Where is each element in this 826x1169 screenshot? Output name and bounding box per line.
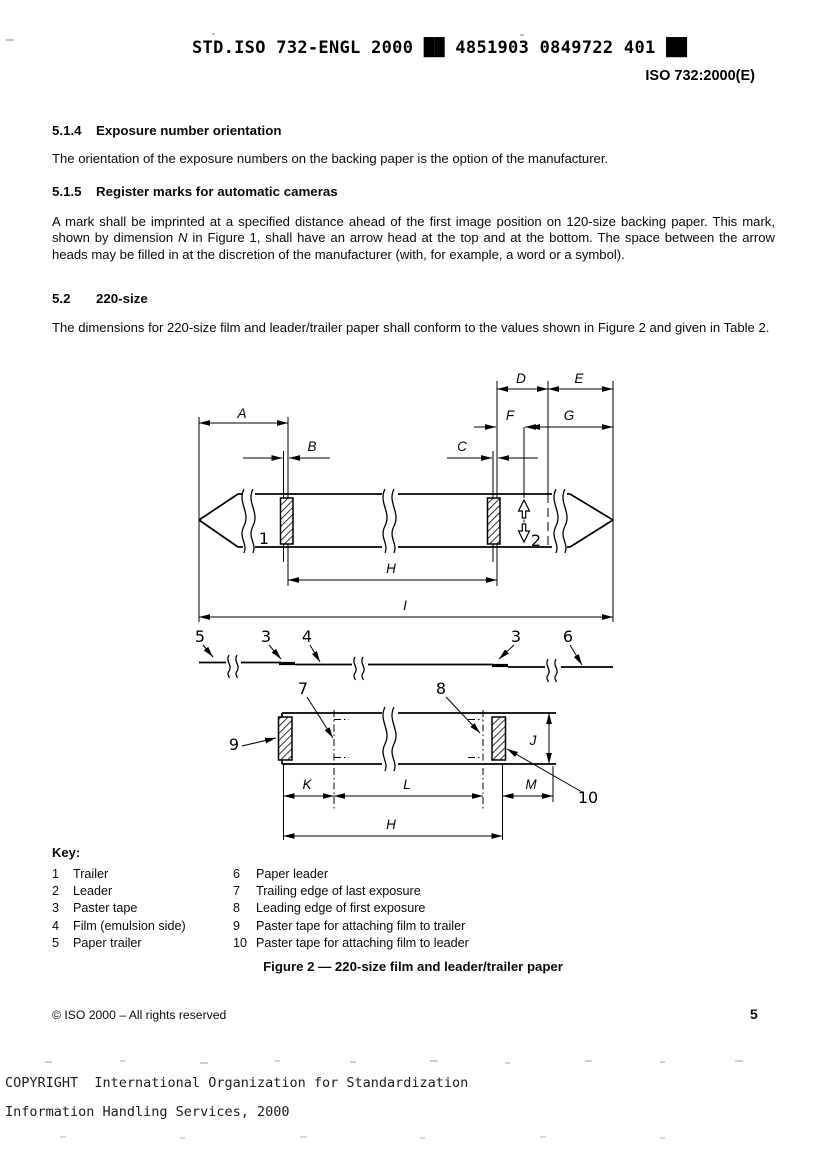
section-title: Register marks for automatic cameras (96, 184, 338, 199)
register-mark-down-arrow (519, 524, 530, 542)
key-item-number: 10 (233, 935, 248, 950)
section-heading-5-1-5 (52, 184, 338, 199)
scan-artifact (275, 1060, 280, 1062)
figure-2-diagram (185, 360, 635, 840)
key-item-text: Leader (73, 884, 113, 899)
break-squiggle (354, 657, 356, 680)
dimension-variable-n: N (178, 230, 188, 246)
section-title: 220-size (96, 291, 148, 306)
dim-label-h2: H (386, 817, 396, 832)
side-view-line (199, 655, 613, 682)
dim-label-k: K (302, 777, 312, 792)
dimension-labels-top (236, 371, 584, 613)
scan-artifact (45, 1061, 52, 1063)
dim-label-j: J (529, 733, 537, 748)
scan-artifact (660, 1061, 665, 1063)
paragraph-5-1-5 (52, 214, 775, 263)
scan-artifact (585, 1060, 592, 1062)
copyright-notice: © ISO 2000 – All rights reserved (52, 1008, 227, 1022)
break-squiggle (242, 489, 246, 553)
dim-label-l: L (403, 777, 411, 792)
key-item (233, 900, 469, 917)
break-squiggle (563, 489, 567, 553)
break-squiggle (392, 707, 396, 771)
scan-header-code: STD.ISO 732-ENGL 2000 ██ 4851903 0849722 401 ██ (192, 38, 688, 58)
key-item (233, 866, 469, 883)
scan-footer-line-2: Information Handling Services, 2000 (5, 1104, 290, 1120)
key-item (52, 900, 186, 917)
key-item-number: 7 (233, 884, 241, 899)
paster-tape-film-leader (492, 717, 506, 760)
key-item (233, 883, 469, 900)
key-item-text: Trailing edge of last exposure (256, 884, 421, 899)
key-heading: Key: (52, 845, 81, 860)
scan-footer-line-1: COPYRIGHT International Organization for Standardization (5, 1075, 469, 1091)
callout-8: 8 (435, 679, 447, 698)
key-item-number: 3 (52, 901, 60, 916)
section-number: 5.2 (52, 291, 71, 306)
key-item-text: Paster tape (73, 901, 138, 916)
scan-speck (520, 34, 524, 36)
break-squiggle (236, 655, 238, 678)
dim-label-d: D (516, 371, 526, 386)
key-item (52, 866, 186, 883)
key-item-text: Trailer (73, 867, 109, 881)
film-strip-detail (279, 707, 557, 809)
callout-5: 5 (194, 627, 206, 646)
register-mark-up-arrow (519, 500, 530, 518)
key-item-number: 4 (52, 918, 60, 933)
callout-1: 1 (258, 529, 270, 548)
key-item-number: 9 (233, 918, 241, 933)
scan-artifact (505, 1062, 510, 1064)
scan-artifact (660, 1137, 665, 1139)
break-squiggle (383, 489, 387, 553)
key-item-number: 6 (233, 867, 241, 881)
callout-3b: 3 (510, 627, 522, 646)
paragraph-5-1-4: The orientation of the exposure numbers on the backing paper is the option of the manufacturer. (52, 151, 609, 166)
callout-2: 2 (530, 531, 542, 550)
break-squiggle (555, 659, 557, 682)
paragraph-5-2: The dimensions for 220-size film and leader/trailer paper shall conform to the values shown in Figure 2 and given in Table 2. (52, 320, 770, 335)
paster-tape-leader (488, 498, 501, 544)
break-squiggle (392, 489, 396, 553)
key-item-text: Paster tape for attaching film to trailer (256, 918, 466, 933)
key-item-number: 2 (52, 884, 60, 899)
break-squiggle (228, 655, 230, 678)
scan-artifact (430, 1060, 438, 1062)
callout-7: 7 (297, 679, 309, 698)
scan-artifact (300, 1136, 307, 1138)
key-item-text: Film (emulsion side) (73, 918, 186, 933)
scan-artifact (735, 1060, 743, 1062)
key-column-2 (233, 866, 469, 952)
side-view-callouts (195, 627, 582, 665)
dim-label-h: H (386, 561, 396, 576)
key-column-1 (52, 866, 186, 952)
section-number: 5.1.4 (52, 123, 82, 138)
dim-label-e: E (574, 371, 584, 386)
break-squiggle (554, 489, 558, 553)
callout-9: 9 (228, 735, 240, 754)
paragraph-text: in Figure 1, shall have an arrow head at the top and at the bottom. The space between the arrow heads may be filled in at the discretion of the manufacturer (with, for example, a word or a symbol). (52, 230, 775, 262)
dimension-lines-bottom (284, 713, 554, 840)
key-item-text: Leading edge of first exposure (256, 901, 426, 916)
break-squiggle (251, 489, 255, 553)
section-heading-5-1-4 (52, 123, 281, 138)
dim-label-f: F (505, 408, 515, 423)
page-number: 5 (750, 1006, 758, 1022)
dimension-lines-top (199, 389, 613, 617)
key-item (52, 935, 186, 952)
doc-number: ISO 732:2000(E) (645, 68, 755, 84)
scan-speck (6, 39, 14, 41)
extension-lines-top (199, 381, 613, 622)
key-item-number: 1 (52, 867, 60, 881)
dim-label-m: M (525, 777, 537, 792)
section-title: Exposure number orientation (96, 123, 282, 138)
scan-artifact (180, 1137, 185, 1139)
key-item (233, 918, 469, 935)
section-heading-5-2 (52, 291, 148, 306)
key-item-number: 8 (233, 901, 241, 916)
key-item-number: 5 (52, 935, 60, 950)
key-item-text: Paster tape for attaching film to leader (256, 935, 469, 950)
break-squiggle (547, 659, 549, 682)
dim-label-c: C (457, 439, 467, 454)
paster-tape-trailer (281, 498, 294, 544)
callout-6: 6 (562, 627, 574, 646)
callout-3: 3 (260, 627, 272, 646)
scan-speck (212, 33, 215, 35)
scan-artifact (350, 1061, 356, 1063)
dim-label-b: B (307, 439, 317, 454)
scan-artifact (200, 1062, 208, 1064)
scan-artifact (420, 1137, 425, 1139)
scan-artifact (540, 1136, 546, 1138)
dim-label-i: I (403, 598, 407, 613)
figure-caption: Figure 2 — 220-size film and leader/trailer paper (263, 959, 563, 974)
scan-artifact (120, 1060, 125, 1062)
key-item (52, 918, 186, 935)
key-item-text: Paper leader (256, 867, 329, 881)
break-squiggle (362, 657, 364, 680)
key-item (233, 935, 469, 952)
dim-label-g: G (563, 408, 575, 423)
callout-4: 4 (301, 627, 313, 646)
dim-label-a: A (237, 406, 247, 421)
paragraph-text: A mark shall be imprinted at a specified distance ahead of the first image position on 120-size backing paper. This mark, shown by dimension (52, 214, 775, 246)
break-squiggle (383, 707, 387, 771)
paster-tape-film-trailer (279, 717, 293, 760)
scan-artifact (60, 1136, 66, 1138)
key-item-text: Paper trailer (73, 935, 142, 950)
section-number: 5.1.5 (52, 184, 82, 199)
callout-10: 10 (577, 788, 599, 807)
key-item (52, 883, 186, 900)
